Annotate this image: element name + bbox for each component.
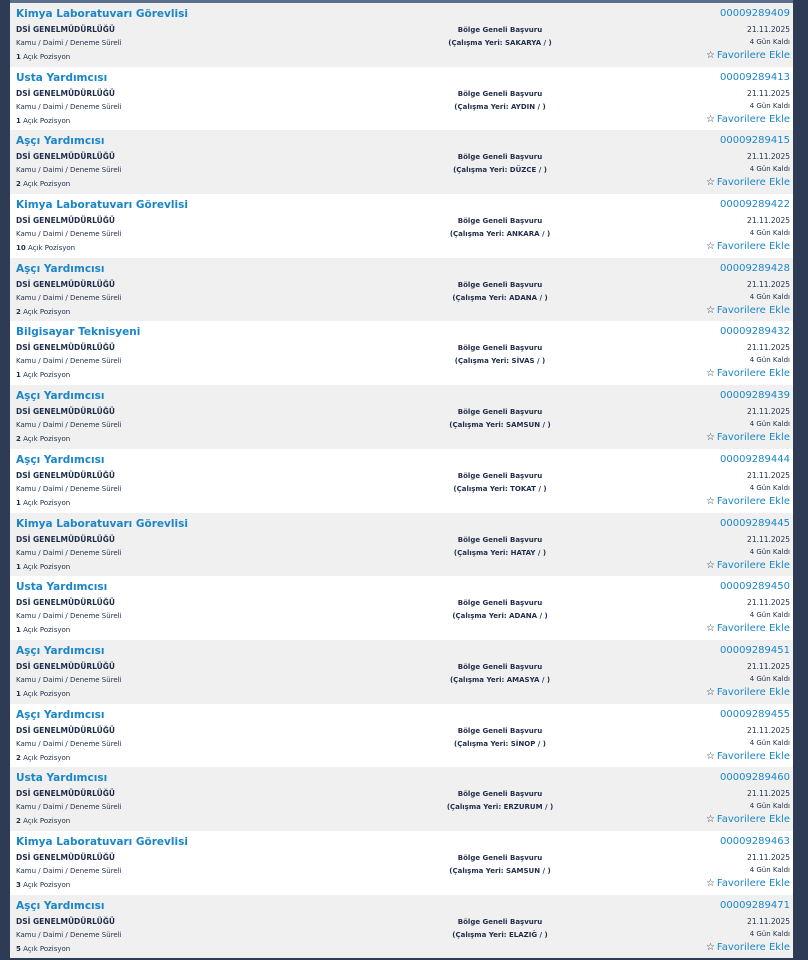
add-to-favorites-button[interactable] xyxy=(706,177,790,188)
employment-type: Kamu / Daimi / Deneme Süreli xyxy=(16,39,122,47)
days-left: 4 Gün Kaldı xyxy=(749,229,790,238)
open-positions-count: 1 xyxy=(16,371,21,380)
organization-name: DSİ GENELMÜDÜRLÜĞÜ xyxy=(16,88,115,98)
organization-name: DSİ GENELMÜDÜRLÜĞÜ xyxy=(16,216,115,226)
add-to-favorites-button[interactable] xyxy=(706,50,790,61)
employment-type: Kamu / Daimi / Deneme Süreli xyxy=(16,102,122,111)
application-scope: Bölge Geneli Başvuru xyxy=(457,408,543,417)
application-scope: Bölge Geneli Başvuru xyxy=(457,471,543,480)
favorites-label: Favorilere Ekle xyxy=(716,113,790,125)
open-positions-count: 2 xyxy=(16,180,21,189)
work-location: (Çalışma Yeri: ADANA / ) xyxy=(452,612,548,621)
favorites-label: Favorilere Ekle xyxy=(716,750,790,762)
organization-name: DSİ GENELMÜDÜRLÜĞÜ xyxy=(16,852,115,862)
open-positions-label: Açık Pozisyon xyxy=(23,498,71,507)
application-scope: Bölge Geneli Başvuru xyxy=(457,280,543,289)
open-positions-label: Açık Pozisyon xyxy=(23,371,71,380)
days-left: 4 Gün Kaldı xyxy=(749,483,790,492)
employment-type: Kamu / Daimi / Deneme Süreli xyxy=(16,484,122,493)
open-positions-count: 1 xyxy=(16,689,21,698)
work-location: (Çalışma Yeri: AYDIN / ) xyxy=(454,102,546,111)
listing-date: 21.11.2025 xyxy=(747,407,790,417)
open-positions-label: Açık Pozisyon xyxy=(23,435,71,444)
job-title-link[interactable]: Kimya Laboratuvarı Görevlisi xyxy=(16,517,188,530)
organization-name: DSİ GENELMÜDÜRLÜĞÜ xyxy=(16,534,115,544)
star-outline-icon: ☆ xyxy=(705,177,715,189)
work-location: (Çalışma Yeri: SİVAS / ) xyxy=(454,357,546,366)
employment-type: Kamu / Daimi / Deneme Süreli xyxy=(16,803,122,812)
add-to-favorites-button[interactable] xyxy=(706,560,790,571)
days-left: 4 Gün Kaldı xyxy=(749,674,790,683)
open-positions-count: 2 xyxy=(16,817,21,826)
open-positions xyxy=(16,563,70,571)
favorites-label: Favorilere Ekle xyxy=(716,241,790,253)
work-location: (Çalışma Yeri: SİNOP / ) xyxy=(454,739,546,748)
employment-type: Kamu / Daimi / Deneme Süreli xyxy=(16,548,122,557)
work-location: (Çalışma Yeri: SAKARYA / ) xyxy=(448,39,552,47)
days-left: 4 Gün Kaldı xyxy=(749,929,790,938)
open-positions-count: 1 xyxy=(16,562,21,571)
employment-type: Kamu / Daimi / Deneme Süreli xyxy=(16,866,122,875)
organization-name: DSİ GENELMÜDÜRLÜĞÜ xyxy=(16,343,115,353)
work-location: (Çalışma Yeri: SAMSUN / ) xyxy=(449,421,551,430)
listing-date: 21.11.2025 xyxy=(747,343,790,353)
star-outline-icon: ☆ xyxy=(705,877,715,889)
open-positions-count: 2 xyxy=(16,435,21,444)
star-outline-icon: ☆ xyxy=(705,368,715,380)
listing-code-link[interactable]: 00009289450 xyxy=(720,581,790,593)
open-positions-label: Açık Pozisyon xyxy=(23,562,71,571)
organization-name: DSİ GENELMÜDÜRLÜĞÜ xyxy=(16,152,115,162)
job-title-link[interactable]: Kimya Laboratuvarı Görevlisi xyxy=(16,835,188,848)
add-to-favorites-button[interactable] xyxy=(706,878,790,889)
job-title-link[interactable]: Usta Yardımcısı xyxy=(16,772,108,785)
work-location: (Çalışma Yeri: ELAZIĞ / ) xyxy=(452,930,548,939)
favorites-label: Favorilere Ekle xyxy=(716,814,790,826)
favorites-label: Favorilere Ekle xyxy=(716,941,790,953)
application-scope: Bölge Geneli Başvuru xyxy=(457,217,543,226)
employment-type: Kamu / Daimi / Deneme Süreli xyxy=(16,230,122,239)
application-scope: Bölge Geneli Başvuru xyxy=(457,535,543,544)
open-positions xyxy=(16,371,70,379)
star-outline-icon: ☆ xyxy=(705,50,715,61)
days-left: 4 Gün Kaldı xyxy=(749,420,790,429)
open-positions-label: Açık Pozisyon xyxy=(23,116,71,125)
add-to-favorites-button[interactable] xyxy=(706,623,790,634)
employment-type: Kamu / Daimi / Deneme Süreli xyxy=(16,166,122,175)
star-outline-icon: ☆ xyxy=(705,113,715,125)
favorites-label: Favorilere Ekle xyxy=(716,495,790,507)
organization-name: DSİ GENELMÜDÜRLÜĞÜ xyxy=(16,661,115,671)
open-positions-count: 2 xyxy=(16,753,21,762)
organization-name: DSİ GENELMÜDÜRLÜĞÜ xyxy=(16,789,115,799)
listing-code-link[interactable]: 00009289422 xyxy=(720,199,790,211)
listing-code-link[interactable]: 00009289460 xyxy=(720,772,790,784)
favorites-label: Favorilere Ekle xyxy=(716,177,790,189)
employment-type: Kamu / Daimi / Deneme Süreli xyxy=(16,739,122,748)
employment-type: Kamu / Daimi / Deneme Süreli xyxy=(16,357,122,366)
open-positions xyxy=(16,690,70,698)
work-location: (Çalışma Yeri: AMASYA / ) xyxy=(449,675,551,684)
job-title-link[interactable]: Kimya Laboratuvarı Görevlisi xyxy=(16,8,188,20)
organization-name: DSİ GENELMÜDÜRLÜĞÜ xyxy=(16,598,115,608)
listing-date: 21.11.2025 xyxy=(747,152,790,162)
list-item xyxy=(10,831,793,895)
listing-code-link[interactable]: 00009289415 xyxy=(720,135,790,147)
work-location: (Çalışma Yeri: DÜZCE / ) xyxy=(453,166,547,175)
application-scope: Bölge Geneli Başvuru xyxy=(457,662,543,671)
days-left: 4 Gün Kaldı xyxy=(749,38,790,46)
organization-name: DSİ GENELMÜDÜRLÜĞÜ xyxy=(16,279,115,289)
star-outline-icon: ☆ xyxy=(705,241,715,253)
listing-code-link[interactable]: 00009289471 xyxy=(720,899,790,911)
open-positions-label: Açık Pozisyon xyxy=(27,244,76,253)
star-outline-icon: ☆ xyxy=(705,304,715,316)
job-listing-panel xyxy=(10,0,793,960)
listing-date: 21.11.2025 xyxy=(747,25,790,34)
star-outline-icon: ☆ xyxy=(705,559,715,571)
job-title-link[interactable]: Aşçı Yardımcısı xyxy=(16,135,105,148)
work-location: (Çalışma Yeri: ADANA / ) xyxy=(452,293,548,302)
days-left: 4 Gün Kaldı xyxy=(749,292,790,301)
organization-name: DSİ GENELMÜDÜRLÜĞÜ xyxy=(16,725,115,735)
add-to-favorites-button[interactable] xyxy=(706,114,790,125)
list-item xyxy=(10,767,793,831)
favorites-label: Favorilere Ekle xyxy=(716,368,790,380)
employment-type: Kamu / Daimi / Deneme Süreli xyxy=(16,930,122,939)
open-positions xyxy=(16,117,70,125)
application-scope: Bölge Geneli Başvuru xyxy=(457,89,543,98)
listing-code-link[interactable]: 00009289455 xyxy=(720,708,790,720)
job-title-link[interactable]: Kimya Laboratuvarı Görevlisi xyxy=(16,199,188,212)
open-positions xyxy=(16,244,75,252)
job-title-link[interactable]: Aşçı Yardımcısı xyxy=(16,644,105,657)
listing-date: 21.11.2025 xyxy=(747,534,790,544)
job-title-link[interactable]: Aşçı Yardımcısı xyxy=(16,390,105,403)
list-item xyxy=(10,321,793,385)
star-outline-icon: ☆ xyxy=(705,495,715,507)
days-left: 4 Gün Kaldı xyxy=(749,738,790,747)
list-item xyxy=(10,513,793,577)
star-outline-icon: ☆ xyxy=(705,686,715,698)
open-positions xyxy=(16,881,70,889)
open-positions xyxy=(16,945,70,953)
organization-name: DSİ GENELMÜDÜRLÜĞÜ xyxy=(16,25,115,34)
organization-name: DSİ GENELMÜDÜRLÜĞÜ xyxy=(16,407,115,417)
open-positions-count: 3 xyxy=(16,880,21,889)
open-positions-label: Açık Pozisyon xyxy=(23,53,71,61)
favorites-label: Favorilere Ekle xyxy=(716,686,790,698)
add-to-favorites-button[interactable] xyxy=(706,368,790,379)
job-title-link[interactable]: Aşçı Yardımcısı xyxy=(16,899,105,912)
open-positions-label: Açık Pozisyon xyxy=(23,753,71,762)
job-title-link[interactable]: Aşçı Yardımcısı xyxy=(16,453,105,466)
add-to-favorites-button[interactable] xyxy=(706,942,790,953)
listing-code-link[interactable]: 00009289432 xyxy=(720,326,790,338)
listing-code-link[interactable]: 00009289439 xyxy=(720,390,790,402)
open-positions xyxy=(16,499,70,507)
employment-type: Kamu / Daimi / Deneme Süreli xyxy=(16,612,122,621)
days-left: 4 Gün Kaldı xyxy=(749,865,790,874)
listing-code-link[interactable]: 00009289409 xyxy=(720,8,790,19)
job-title-link[interactable]: Usta Yardımcısı xyxy=(16,581,108,594)
open-positions xyxy=(16,308,70,316)
application-scope: Bölge Geneli Başvuru xyxy=(457,153,543,162)
open-positions-count: 1 xyxy=(16,498,21,507)
days-left: 4 Gün Kaldı xyxy=(749,356,790,365)
organization-name: DSİ GENELMÜDÜRLÜĞÜ xyxy=(16,470,115,480)
application-scope: Bölge Geneli Başvuru xyxy=(457,790,543,799)
add-to-favorites-button[interactable] xyxy=(706,496,790,507)
listing-code-link[interactable]: 00009289445 xyxy=(720,517,790,529)
employment-type: Kamu / Daimi / Deneme Süreli xyxy=(16,675,122,684)
list-item xyxy=(10,704,793,768)
listing-date: 21.11.2025 xyxy=(747,725,790,735)
job-title-link[interactable]: Aşçı Yardımcısı xyxy=(16,708,105,721)
open-positions-label: Açık Pozisyon xyxy=(23,880,71,889)
application-scope: Bölge Geneli Başvuru xyxy=(457,917,543,926)
job-title-link[interactable]: Usta Yardımcısı xyxy=(16,71,108,84)
listing-date: 21.11.2025 xyxy=(747,216,790,226)
job-list xyxy=(10,3,793,958)
add-to-favorites-button[interactable] xyxy=(706,687,790,698)
open-positions xyxy=(16,435,70,443)
employment-type: Kamu / Daimi / Deneme Süreli xyxy=(16,421,122,430)
listing-code-link[interactable]: 00009289451 xyxy=(720,644,790,656)
work-location: (Çalışma Yeri: ANKARA / ) xyxy=(449,230,551,239)
list-item xyxy=(10,67,793,131)
list-item xyxy=(10,385,793,449)
add-to-favorites-button[interactable] xyxy=(706,305,790,316)
listing-date: 21.11.2025 xyxy=(747,661,790,671)
open-positions-label: Açık Pozisyon xyxy=(23,944,71,953)
open-positions xyxy=(16,180,70,188)
star-outline-icon: ☆ xyxy=(705,814,715,826)
work-location: (Çalışma Yeri: ERZURUM / ) xyxy=(446,803,554,812)
add-to-favorites-button[interactable] xyxy=(706,751,790,762)
favorites-label: Favorilere Ekle xyxy=(716,304,790,316)
list-item xyxy=(10,895,793,959)
favorites-label: Favorilere Ekle xyxy=(716,50,790,61)
listing-date: 21.11.2025 xyxy=(747,598,790,608)
list-item xyxy=(10,130,793,194)
listing-date: 21.11.2025 xyxy=(747,88,790,98)
organization-name: DSİ GENELMÜDÜRLÜĞÜ xyxy=(16,916,115,926)
days-left: 4 Gün Kaldı xyxy=(749,611,790,620)
job-title-link[interactable]: Bilgisayar Teknisyeni xyxy=(16,326,141,339)
add-to-favorites-button[interactable] xyxy=(706,241,790,252)
favorites-label: Favorilere Ekle xyxy=(716,432,790,444)
job-title-link[interactable]: Aşçı Yardımcısı xyxy=(16,262,105,275)
application-scope: Bölge Geneli Başvuru xyxy=(457,726,543,735)
application-scope: Bölge Geneli Başvuru xyxy=(457,344,543,353)
open-positions-count: 1 xyxy=(16,53,21,61)
work-location: (Çalışma Yeri: HATAY / ) xyxy=(453,548,547,557)
listing-code-link[interactable]: 00009289413 xyxy=(720,71,790,83)
listing-date: 21.11.2025 xyxy=(747,916,790,926)
days-left: 4 Gün Kaldı xyxy=(749,802,790,811)
open-positions-count: 2 xyxy=(16,307,21,316)
open-positions xyxy=(16,626,70,634)
work-location: (Çalışma Yeri: SAMSUN / ) xyxy=(449,866,551,875)
listing-date: 21.11.2025 xyxy=(747,789,790,799)
list-item xyxy=(10,576,793,640)
listing-code-link[interactable]: 00009289444 xyxy=(720,453,790,465)
open-positions-label: Açık Pozisyon xyxy=(23,689,71,698)
open-positions-count: 10 xyxy=(16,244,26,253)
days-left: 4 Gün Kaldı xyxy=(749,165,790,174)
favorites-label: Favorilere Ekle xyxy=(716,623,790,635)
open-positions-label: Açık Pozisyon xyxy=(23,180,71,189)
list-item xyxy=(10,449,793,513)
list-item xyxy=(10,640,793,704)
open-positions-label: Açık Pozisyon xyxy=(23,817,71,826)
employment-type: Kamu / Daimi / Deneme Süreli xyxy=(16,293,122,302)
listing-date: 21.11.2025 xyxy=(747,279,790,289)
application-scope: Bölge Geneli Başvuru xyxy=(457,26,543,34)
open-positions xyxy=(16,754,70,762)
favorites-label: Favorilere Ekle xyxy=(716,559,790,571)
star-outline-icon: ☆ xyxy=(705,432,715,444)
application-scope: Bölge Geneli Başvuru xyxy=(457,853,543,862)
open-positions-count: 1 xyxy=(16,116,21,125)
open-positions-label: Açık Pozisyon xyxy=(23,307,71,316)
star-outline-icon: ☆ xyxy=(705,623,715,635)
work-location: (Çalışma Yeri: TOKAT / ) xyxy=(453,484,547,493)
days-left: 4 Gün Kaldı xyxy=(749,547,790,556)
listing-code-link[interactable]: 00009289428 xyxy=(720,262,790,274)
add-to-favorites-button[interactable] xyxy=(706,814,790,825)
open-positions-count: 5 xyxy=(16,944,21,953)
list-item xyxy=(10,194,793,258)
favorites-label: Favorilere Ekle xyxy=(716,877,790,889)
star-outline-icon: ☆ xyxy=(705,750,715,762)
application-scope: Bölge Geneli Başvuru xyxy=(457,599,543,608)
open-positions-count: 1 xyxy=(16,626,21,635)
star-outline-icon: ☆ xyxy=(705,941,715,953)
open-positions xyxy=(16,817,70,825)
open-positions xyxy=(16,53,70,61)
listing-date: 21.11.2025 xyxy=(747,852,790,862)
days-left: 4 Gün Kaldı xyxy=(749,101,790,110)
add-to-favorites-button[interactable] xyxy=(706,432,790,443)
listing-date: 21.11.2025 xyxy=(747,470,790,480)
open-positions-label: Açık Pozisyon xyxy=(23,626,71,635)
listing-code-link[interactable]: 00009289463 xyxy=(720,835,790,847)
list-item xyxy=(10,3,793,67)
list-item xyxy=(10,258,793,322)
